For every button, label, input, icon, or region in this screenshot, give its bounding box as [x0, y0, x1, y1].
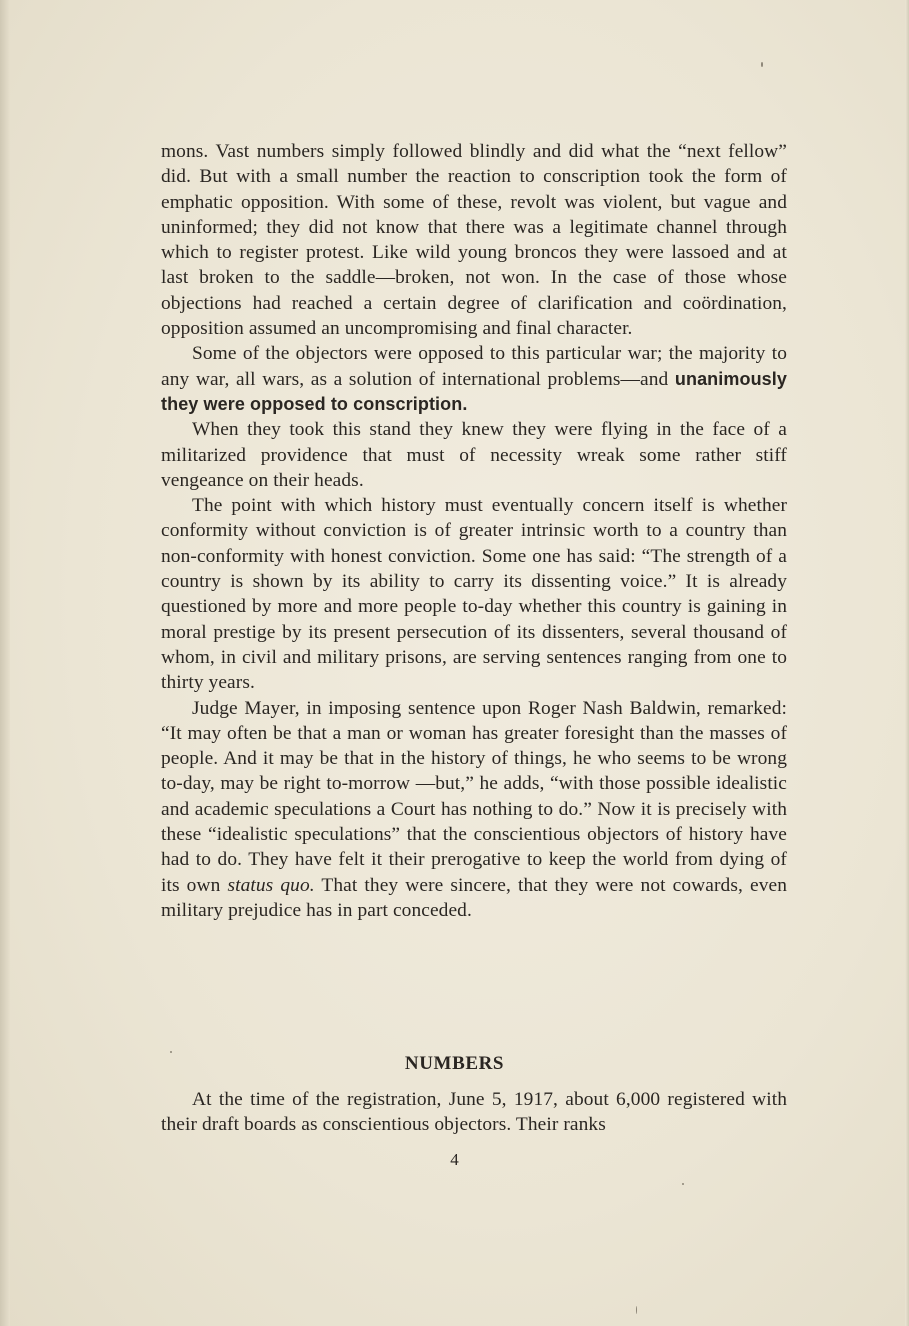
body-text-column — [161, 139, 787, 923]
text-run: When they took this stand they knew they were flying in the face of a militarized providence that must of necessity wreak some rather stiff vengeance on their heads. — [161, 419, 787, 491]
text-run: That they were sincere, that they were not cowards, even military prejudice has in part conceded. — [161, 874, 788, 921]
text-run: Some of the objectors were opposed to this particular war; the majority to any war, all wars, as a solution of international problems—and — [161, 343, 787, 390]
body-paragraph — [161, 341, 787, 417]
paper-speck — [761, 62, 763, 67]
page-left-edge — [0, 0, 10, 1326]
paper-speck — [636, 1306, 637, 1314]
bold-emphasis: unanimously they were opposed to conscription. — [161, 368, 787, 414]
italic-emphasis: status quo. — [227, 874, 315, 896]
body-paragraph — [161, 493, 787, 695]
body-paragraph — [161, 139, 787, 341]
section-body — [161, 1087, 787, 1138]
text-run: The point with which history must eventually concern itself is whether conformity without conviction is of greater intrinsic worth to a country than non-conformity with honest conviction. Some one has said: “The strength of a country is shown by its ability to carry its dissenting voice.” It is already questioned by more and more people to-day whether this country is gaining in moral prestige by its present persecution of its dissenters, several thousand of whom, in civil and military prisons, are serving sentences ranging from one to thirty years. — [161, 495, 787, 694]
text-run: mons. Vast numbers simply followed blindly and did what the “next fellow” did. But with a small number the reaction to conscription took the form of emphatic opposition. With some of these, revolt was violent, but vague and uninformed; they did not know that there was a legitimate channel through which to register protest. Like wild young broncos they were lassoed and at last broken to the saddle—broken, not won. In the case of those whose objections had reached a certain degree of clarification and coördination, opposition assumed an uncompromising and final character. — [161, 141, 787, 340]
page-right-edge — [905, 0, 909, 1326]
page-number: 4 — [450, 1150, 459, 1169]
text-run: Judge Mayer, in imposing sentence upon Roger Nash Baldwin, remarked: “It may often be that a man or woman has greater foresight than the masses of people. And it may be that in the history of things, he who seems to be wrong to-day, may be right to-morrow —but,” he adds, “with those possible idealistic and academic speculations a Court has nothing to do.” Now it is precisely with these “idealistic speculations” that the conscientious objectors of history have had to do. They have felt it their prerogative to keep the world from dying of its own — [161, 697, 787, 896]
paper-speck — [170, 1051, 172, 1053]
paper-speck — [682, 1183, 684, 1185]
body-paragraph — [161, 696, 787, 924]
body-paragraph — [161, 417, 787, 493]
section-heading: NUMBERS — [404, 1053, 505, 1074]
section-paragraph: At the time of the registration, June 5, 1917, about 6,000 registered with their draft boards as conscientious objectors. Their ranks — [161, 1089, 787, 1136]
